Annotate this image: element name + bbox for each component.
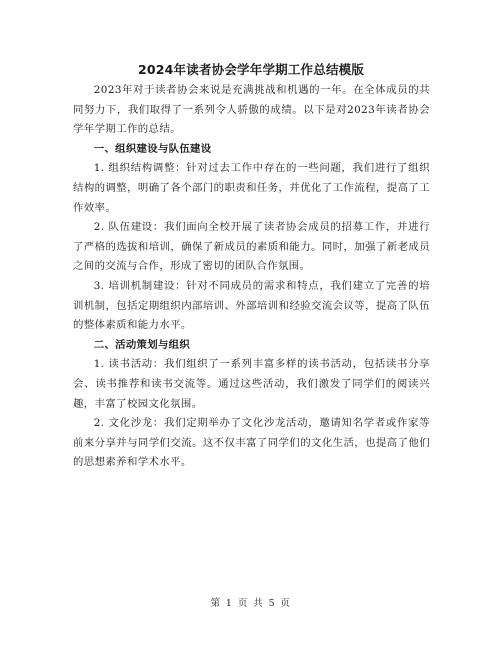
page-number-footer: 第 1 页 共 5 页 [210,598,292,609]
paragraph-training-mechanism: 3. 培训机制建设：针对不同成员的需求和特点，我们建立了完善的培训机制，包括定期组织内部培训、外部培训和经验交流会议等，提高了队伍的整体素质和能力水平。 [73,279,430,332]
intro-paragraph: 2023年对于读者协会来说是充满挑战和机遇的一年。在全体成员的共同努力下，我们取得了一系列令人骄傲的成绩。以下是对2023年读者协会学年学期工作的总结。 [73,84,430,136]
document-title: 2024年读者协会学年学期工作总结模版 [137,62,365,77]
paragraph-cultural-salon: 2. 文化沙龙：我们定期举办了文化沙龙活动，邀请知名学者或作家等前来分享并与同学们交流。这不仅丰富了同学们的文化生活，也提高了他们的思想素养和学术水平。 [73,417,430,469]
section-heading-organization: 一、组织建设与队伍建设 [93,142,212,155]
paragraph-team-building: 2. 队伍建设：我们面向全校开展了读者协会成员的招募工作，并进行了严格的选拔和培训，确保了新成员的素质和能力。同时，加强了新老成员之间的交流与合作，形成了密切的团队合作氛围。 [73,221,430,273]
paragraph-reading-activities: 1. 读书活动：我们组织了一系列丰富多样的读书活动，包括读书分享会、读书推荐和读书交流等。通过这些活动，我们激发了同学们的阅读兴趣，丰富了校园文化氛围。 [73,358,430,410]
document-body [73,81,430,473]
paragraph-structure-adjustment: 1. 组织结构调整：针对过去工作中存在的一些问题，我们进行了组织结构的调整，明确了各个部门的职责和任务，并优化了工作流程，提高了工作效率。 [73,162,430,214]
section-heading-activities: 二、活动策划与组织 [93,338,191,351]
